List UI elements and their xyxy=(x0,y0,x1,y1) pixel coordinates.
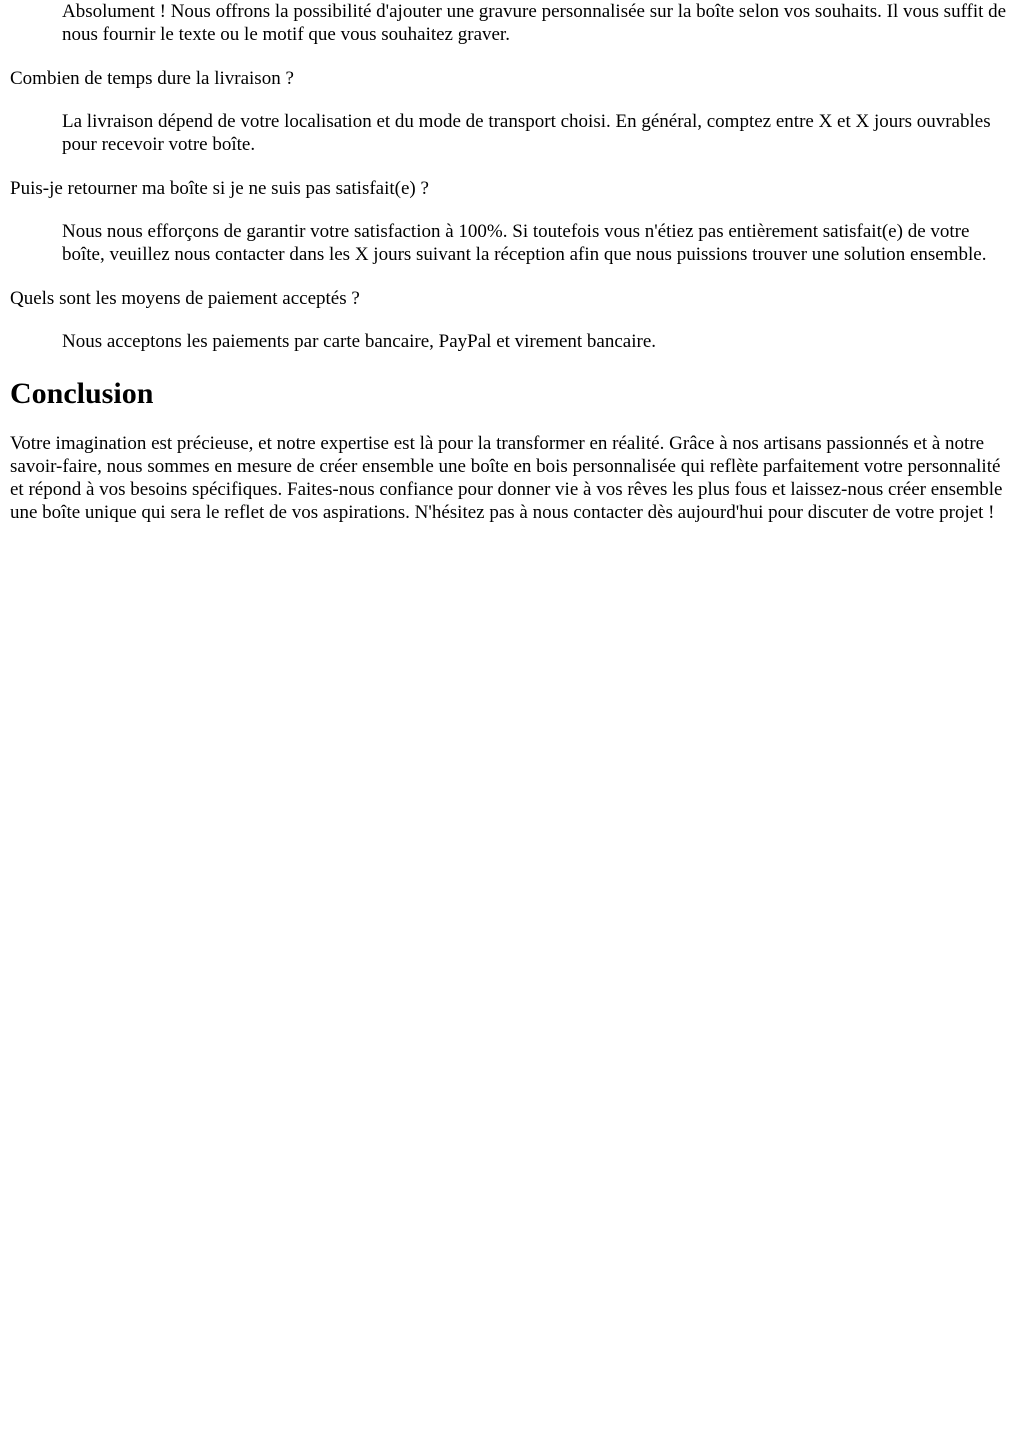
faq-question-payment: Quels sont les moyens de paiement acceptés ? xyxy=(10,288,360,309)
page xyxy=(0,0,1024,524)
conclusion-paragraph: Votre imagination est précieuse, et notre expertise est là pour la transformer en réalité. Grâce à nos artisans passionnés et à notre savoir-faire, nous sommes en mesure de créer ensemble une boîte en bois personnalisée qui reflète parfaitement votre personnalité et répond à vos besoins spécifiques. Faites-nous confiance pour donner vie à vos rêves les plus fous et laissez-nous créer ensemble une boîte unique qui sera le reflet de vos aspirations. N'hésitez pas à nous contacter dès aujourd'hui pour discuter de votre projet ! xyxy=(10,433,1003,523)
faq-list xyxy=(10,0,1014,353)
faq-question-returns: Puis-je retourner ma boîte si je ne suis pas satisfait(e) ? xyxy=(10,178,429,199)
faq-question-delivery: Combien de temps dure la livraison ? xyxy=(10,68,294,89)
faq-answer-engraving: Absolument ! Nous offrons la possibilité d'ajouter une gravure personnalisée sur la boîte selon vos souhaits. Il vous suffit de nous fournir le texte ou le motif que vous souhaitez graver. xyxy=(62,1,1007,45)
faq-answer-returns: Nous nous efforçons de garantir votre satisfaction à 100%. Si toutefois vous n'étiez pas entièrement satisfait(e) de votre boîte, veuillez nous contacter dans les X jours suivant la réception afin que nous puissions trouver une solution ensemble. xyxy=(62,221,987,265)
faq-answer-payment: Nous acceptons les paiements par carte bancaire, PayPal et virement bancaire. xyxy=(62,331,657,352)
faq-answer-delivery: La livraison dépend de votre localisation et du mode de transport choisi. En général, comptez entre X et X jours ouvrables pour recevoir votre boîte. xyxy=(62,111,991,155)
conclusion-heading: Conclusion xyxy=(10,377,154,410)
